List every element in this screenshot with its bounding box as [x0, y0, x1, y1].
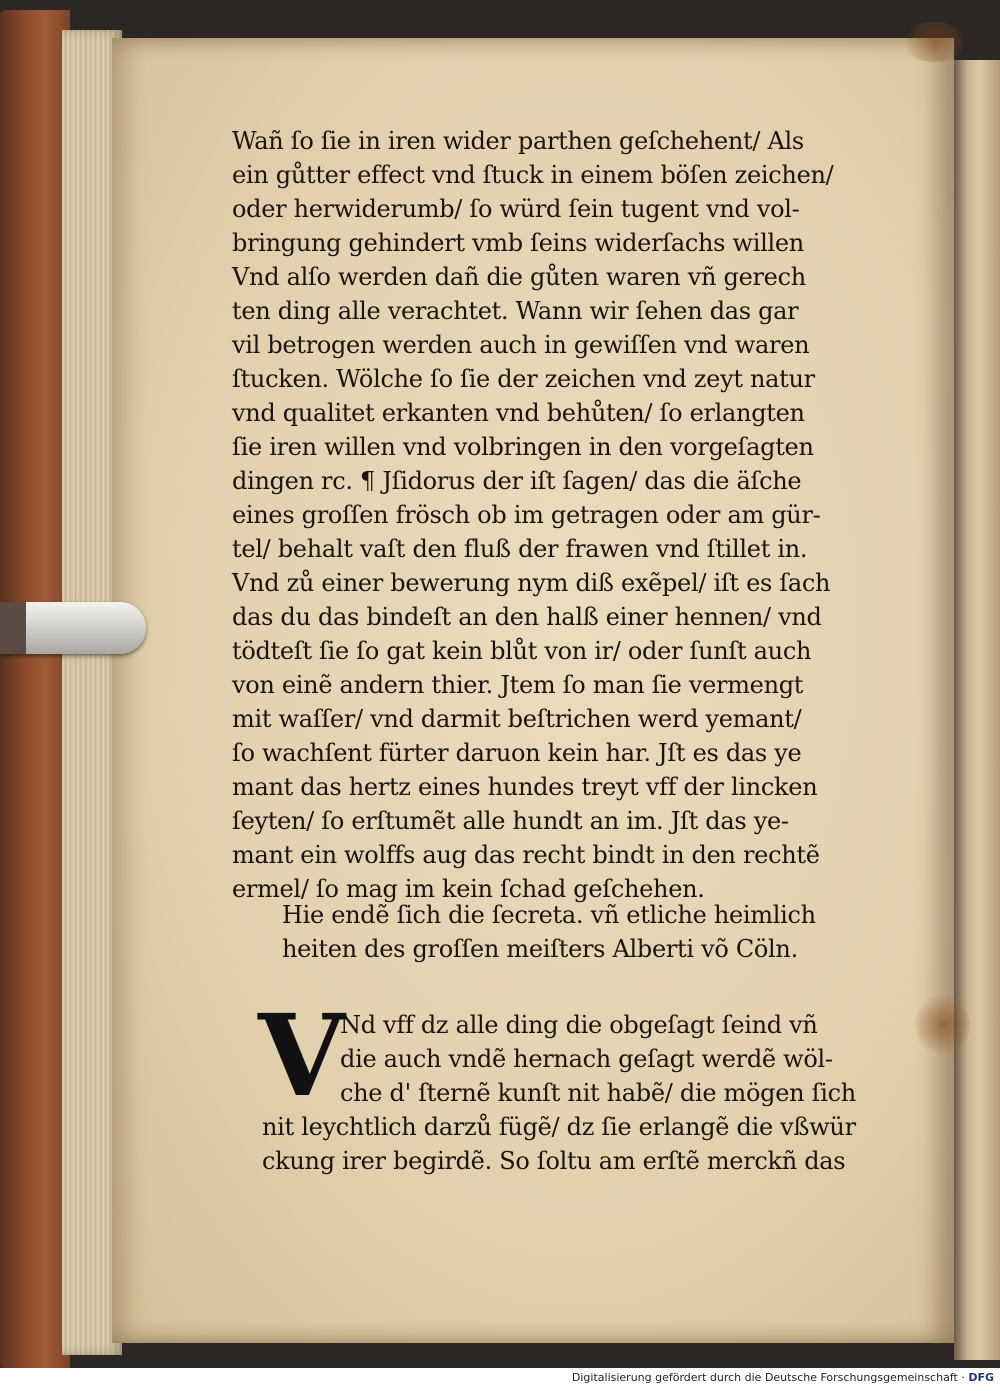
- text-line: Vnd alſo werden dañ die gůten waren vñ gerech: [232, 263, 806, 291]
- body-paragraph: [232, 124, 912, 906]
- text-line: Hie endẽ ſich die ſecreta. vñ etliche heimlich: [282, 901, 816, 929]
- closing-heading: [282, 898, 882, 966]
- text-line: ein gůtter effect vnd ſtuck in einem böſen zeichen/: [232, 161, 834, 189]
- footer-credit-text: Digitalisierung gefördert durch die Deutsche Forschungsgemeinschaft ·: [571, 1371, 965, 1384]
- text-line: vil betrogen werden auch in gewiſſen vnd waren: [232, 331, 810, 359]
- text-line: ſo wachſent fürter daruon kein har. Jſt es das ye: [232, 739, 802, 767]
- text-line: ten ding alle verachtet. Wann wir ſehen das gar: [232, 297, 799, 325]
- text-line: tödteſt ſie ſo gat kein blůt von ir/ oder ſunſt auch: [232, 637, 812, 665]
- book-cover-left: [0, 10, 70, 1370]
- text-line: ſie iren willen vnd volbringen in den vorgeſagten: [232, 433, 814, 461]
- text-line: dingen rc. ¶ Jſidorus der iſt ſagen/ das die äſche: [232, 467, 802, 495]
- text-line: ckung irer begirdẽ. So ſoltu am erſtẽ merckñ das: [262, 1147, 846, 1175]
- text-line: von einẽ andern thier. Jtem ſo man ſie vermengt: [232, 671, 804, 699]
- text-line: che d' ſternẽ kunſt nit habẽ/ die mögen ſich: [340, 1079, 856, 1107]
- text-line: das du das bindeſt an den halß einer hennen/ vnd: [232, 603, 822, 631]
- text-line: bringung gehindert vmb ſeins widerſachs willen: [232, 229, 804, 257]
- text-line: ermel/ ſo mag im kein ſchad geſchehen.: [232, 875, 705, 903]
- page-marker-clip: [0, 602, 146, 654]
- text-line: oder herwiderumb/ ſo würd ſein tugent vnd vol-: [232, 195, 800, 223]
- new-section-paragraph: [258, 991, 912, 1178]
- right-page-fold: [954, 60, 1000, 1360]
- stain-top-right: [900, 22, 970, 62]
- text-line: ſtucken. Wölche ſo ſie der zeichen vnd zeyt natur: [232, 365, 815, 393]
- text-line: mant ein wolffs aug das recht bindt in den rechtẽ: [232, 841, 820, 869]
- text-line: vnd qualitet erkanten vnd behůten/ ſo erlangten: [232, 399, 805, 427]
- footer-credit: [572, 1371, 994, 1384]
- text-line: mit waſſer/ vnd darmit beſtrichen werd yemant/: [232, 705, 802, 733]
- text-line: nit leychtlich darzů fügẽ/ dz ſie erlangẽ die vßwür: [262, 1113, 856, 1141]
- text-line: Wañ ſo ſie in iren wider parthen geſchehent/ Als: [232, 127, 804, 155]
- footer-bar: [0, 1368, 1000, 1391]
- text-line: mant das hertz eines hundes treyt vff der lincken: [232, 773, 818, 801]
- text-line: die auch vndẽ hernach geſagt werdẽ wöl-: [340, 1045, 833, 1073]
- text-line: Vnd zů einer bewerung nym diß exẽpel/ iſt es ſach: [232, 569, 831, 597]
- text-line: Nd vff dz alle ding die obgeſagt ſeind vñ: [340, 1011, 818, 1039]
- text-line: tel/ behalt vaſt den fluß der frawen vnd ſtillet in.: [232, 535, 808, 563]
- text-line: heiten des groſſen meiſters Alberti võ Cöln.: [282, 935, 798, 963]
- text-line: ſeyten/ ſo erſtumẽt alle hundt an im. Jſt das ye-: [232, 807, 789, 835]
- stain-right: [915, 995, 970, 1055]
- text-line: eines groſſen frösch ob im getragen oder am gür-: [232, 501, 821, 529]
- dfg-logo: DFG: [968, 1371, 994, 1384]
- drop-cap-initial: V: [258, 991, 345, 1122]
